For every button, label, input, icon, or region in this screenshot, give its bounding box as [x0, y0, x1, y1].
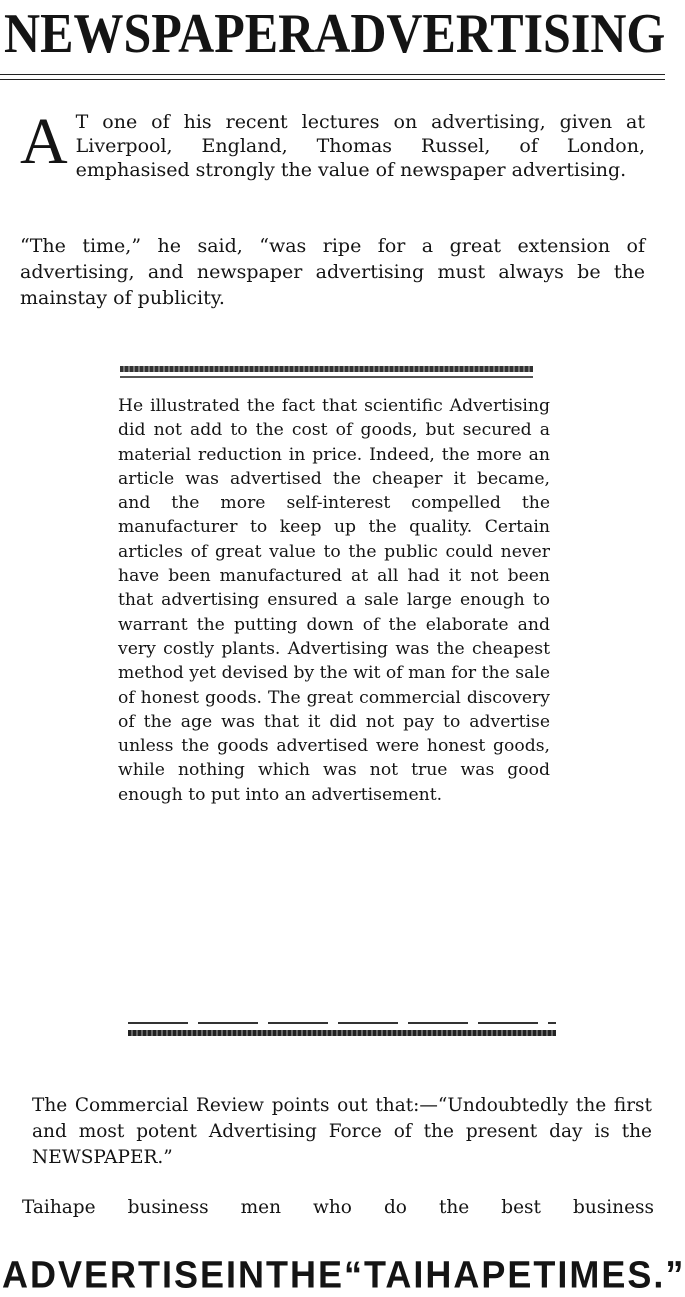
- footer-slogan: [0, 1252, 685, 1296]
- box-top-rule: [120, 366, 533, 372]
- intro-text: T one of his recent lectures on advertising, given at Liverpool, England, Thomas Russel, of London, emphasised strongly the value of newspaper advertising.: [75, 111, 645, 181]
- footer-word-4: “TAIHAPE: [344, 1252, 534, 1296]
- taihape-line: Taihape business men who do the best business: [22, 1197, 654, 1218]
- box-bottom-rule-thin: [128, 1022, 556, 1024]
- header-divider: [0, 74, 665, 80]
- intro-paragraph: [20, 105, 645, 182]
- headline-right: ADVERTISING: [314, 1, 666, 65]
- footer-word-3: THE: [266, 1252, 345, 1296]
- boxed-paragraph: He illustrated the fact that scientific Advertising did not add to the cost of goods, but secured a material reduction in price. Indeed, the more an article was advertised the cheaper it became, and the more self-interest compelled the manufacturer to keep up the quality. Certain articles of great value to the public could never have been manufactured at all had it not been that advertising ensured a sale large enough to warrant the putting down of the elaborate and very costly plants. Advertising was the cheapest method yet devised by the wit of man for the sale of honest goods. The great commercial discovery of the age was that it did not pay to advertise unless the goods advertised were honest goods, while nothing which was not true was good enough to put into an advertisement.: [118, 396, 550, 805]
- drop-cap: A: [20, 105, 68, 178]
- footer-word-1: ADVERTISE: [2, 1252, 227, 1296]
- quote-paragraph: “The time,” he said, “was ripe for a great extension of advertising, and newspaper advertising must always be the mainstay of publicity.: [20, 235, 645, 309]
- headline: [0, 2, 665, 64]
- footer-word-2: IN: [226, 1252, 267, 1296]
- review-paragraph: The Commercial Review points out that:—“Undoubtedly the first and most potent Advertising Force of the present day is the NEWSPAPER.”: [32, 1095, 652, 1168]
- headline-left: NEWSPAPER: [4, 1, 315, 65]
- footer-word-5: TIMES.”: [533, 1252, 685, 1296]
- box-top-rule-thin: [120, 376, 533, 378]
- box-bottom-rule: [128, 1030, 556, 1036]
